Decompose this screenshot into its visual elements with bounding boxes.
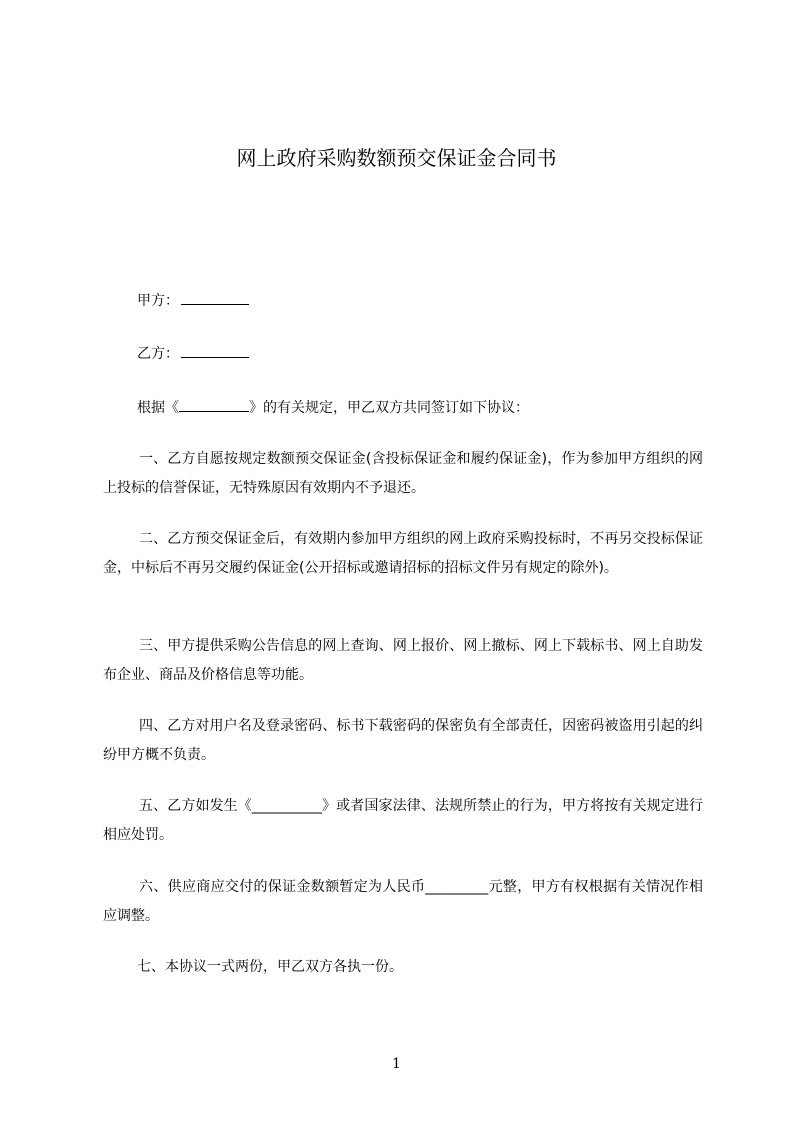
page-number: 1 (392, 1056, 401, 1072)
party-b-blank (181, 344, 249, 358)
party-b-line (103, 344, 703, 364)
clause-4: 四、乙方对用户名及登录密码、标书下载密码的保密负有全部责任，因密码被盗用引起的纠纷甲方概不负责。 (103, 718, 703, 763)
party-b-label: 乙方： (137, 346, 179, 362)
regulation-name-blank (179, 398, 249, 412)
clause-6: 六、供应商应交付的保证金数额暂定为人民币_________元整，甲方有权根据有关情况作相应调整。 (103, 879, 703, 924)
intro-suffix: 》的有关规定，甲乙双方共同签订如下协议： (249, 400, 529, 416)
clause-7: 七、本协议一式两份，甲乙双方各执一份。 (137, 959, 403, 975)
intro-prefix: 根据《 (137, 400, 179, 416)
clause-2: 二、乙方预交保证金后，有效期内参加甲方组织的网上政府采购投标时，不再另交投标保证金，中标后不再另交履约保证金(公开招标或邀请招标的招标文件另有规定的除外)。 (103, 531, 703, 576)
clause-5: 五、乙方如发生《__________》或者国家法律、法规所禁止的行为，甲方将按有关规定进行相应处罚。 (103, 798, 703, 843)
clause-3: 三、甲方提供采购公告信息的网上查询、网上报价、网上撤标、网上下载标书、网上自助发布企业、商品及价格信息等功能。 (103, 638, 703, 683)
clause-1: 一、乙方自愿按规定数额预交保证金(含投标保证金和履约保证金)，作为参加甲方组织的网上投标的信誉保证，无特殊原因有效期内不予退还。 (103, 451, 703, 496)
party-a-blank (181, 291, 249, 305)
party-a-line (103, 291, 703, 311)
intro-line (103, 398, 703, 418)
party-a-label: 甲方： (137, 293, 179, 309)
document-title: 网上政府采购数额预交保证金合同书 (236, 146, 557, 170)
